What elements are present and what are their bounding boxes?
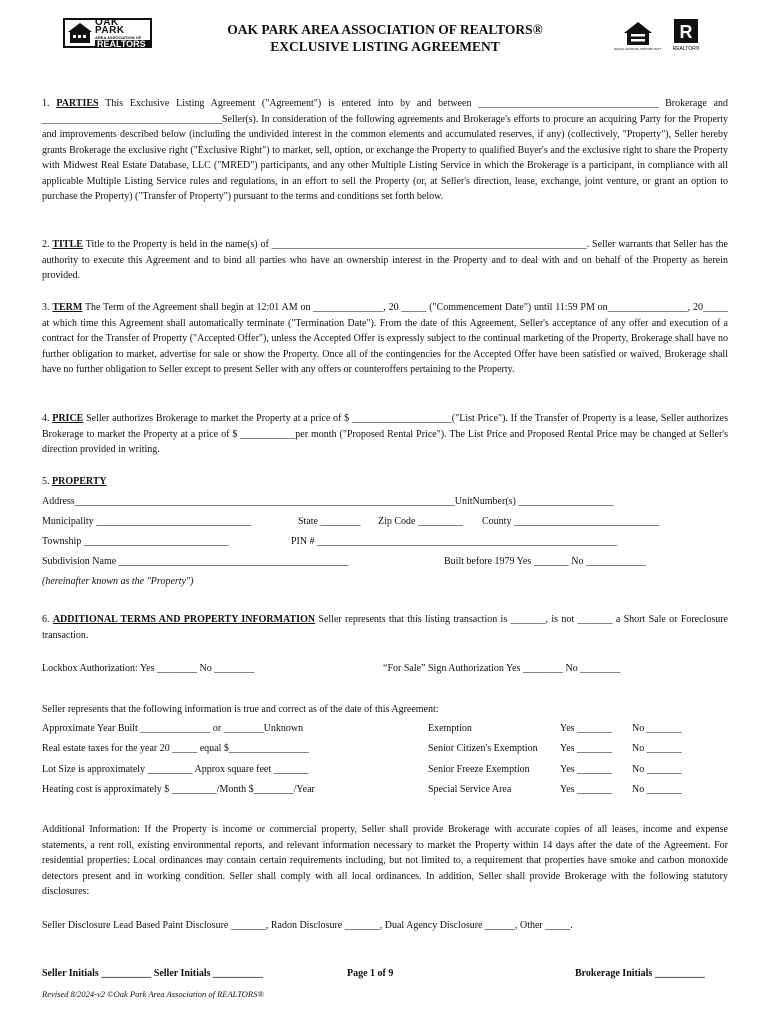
year-built-field[interactable]: Approximate Year Built ______________ or ________Unknown [42, 723, 304, 734]
senior-freeze-exemption-label: Senior Freeze Exemption [428, 764, 530, 775]
exemption-no[interactable]: No _______ [632, 723, 682, 734]
additional-terms-heading: ADDITIONAL TERMS AND PROPERTY INFORMATION [52, 614, 316, 625]
zip-field[interactable]: Zip Code _________ [378, 516, 463, 527]
real-estate-taxes-field[interactable]: Real estate taxes for the year 20 _____ equal $________________ [42, 743, 309, 754]
for-sale-sign-authorization[interactable]: “For Sale” Sign Authorization Yes ________ No ________ [383, 663, 621, 674]
term-heading: TERM [52, 302, 83, 313]
state-field[interactable]: State ________ [298, 516, 361, 527]
parties-text: This Exclusive Listing Agreement ("Agreement") is entered into by and between ____________________________________ Brokerage and ____________________________________Seller(s). In consideration of the following agreements and Brokerage's efforts to procure an acquiring Party for the Property and improvements described below (including the undivided interest in the common elements and accumulated reserves, if any) (collectively, "Property"), Seller hereby grants Brokerage the exclusive right ("Exclusive Right") to market, sell, option, or exchange the Property to qualified Buyer's and the exclusive right to share the Property with Midwest Real Estate Database, LLC ("MRED") participants, and any other Multiple Listing Service in which the Brokerage is a participant, in compliance with all applicable Multiple Listing Service rules and regulations, in an effort to sell the Property (or, at Seller's direction, lease, exchange, joint venture, or grant an option to purchase the Property) ("Transfer of Property") pursuant to the terms and conditions set forth below. [42, 98, 729, 202]
svg-text:R: R [679, 22, 693, 42]
subdivision-field[interactable]: Subdivision Name ______________________________________________ [42, 556, 349, 567]
senior-citizen-exemption-yes[interactable]: Yes _______ [560, 743, 613, 754]
logo-line3: REALTORS [95, 40, 150, 48]
revision-note: Revised 8/2024-v2 ©Oak Park Area Association of REALTORS® [42, 989, 264, 999]
special-service-area-yes[interactable]: Yes _______ [560, 784, 613, 795]
price-text: Seller authorizes Brokerage to market the Property at a price of $ ____________________("List Price"). If the Transfer of Property is a lease, Seller authorizes Brokerage to market the Property at a price of $ ___________per month ("Proposed Rental Price"). The List Price and Proposed Rental Price may be changed at Seller's direction provided in writing. [42, 413, 729, 455]
equal-housing-icon [614, 19, 662, 53]
title-heading: TITLE [52, 239, 83, 250]
lockbox-authorization[interactable]: Lockbox Authorization: Yes ________ No ________ [42, 663, 255, 674]
senior-freeze-exemption-no[interactable]: No _______ [632, 764, 682, 775]
special-service-area-label: Special Service Area [428, 784, 512, 795]
address-field[interactable]: Address____________________________________________________________________________UnitNumber(s) ___________________ [42, 496, 614, 507]
lot-size-field[interactable]: Lot Size is approximately _________ Approx square feet _______ [42, 764, 309, 775]
short-sale-text: Seller represents that this listing transaction is _______, is not _______ a Short Sale or Foreclosure transaction. [42, 614, 728, 641]
section-price: 4. PRICE Seller authorizes Brokerage to market the Property at a price of $ ____________________("List Price"). If the Transfer of Property is a lease, Seller authorizes Brokerage to market the Property at a price of $ ___________per month ("Proposed Rental Price"). The List Price and Proposed Rental Price may be changed at Seller's direction provided in writing. [42, 413, 729, 455]
realtor-caption: REALTOR® [672, 46, 700, 52]
logo-line2: AREA ASSOCIATION OF [95, 34, 142, 40]
parties-heading: PARTIES [56, 98, 99, 109]
seller-disclosures-line[interactable]: Seller Disclosure Lead Based Paint Disclosure _______, Radon Disclosure _______, Dual Agency Disclosure ______, Other _____. [42, 920, 573, 931]
title-line1: OAK PARK AREA ASSOCIATION OF REALTORS® [227, 22, 543, 37]
section-additional-terms: 6. ADDITIONAL TERMS AND PROPERTY INFORMATION Seller represents that this listing transaction is _______, is not _______ a Short Sale or Foreclosure transaction. [42, 614, 728, 641]
section-parties: 1. PARTIES This Exclusive Listing Agreement ("Agreement") is entered into by and between ____________________________________ Brokerage and ____________________________________Seller(s). In consideration of the following agreements and Brokerage's efforts to procure an acquiring Party for the Property and improvements described below (including the undivided interest in the common elements and accumulated reserves, if any) (collectively, "Property"), Seller hereby grants Brokerage the exclusive right ("Exclusive Right") to market, sell, option, or exchange the Property to qualified Buyer's and the exclusive right to share the Property with Midwest Real Estate Database, LLC ("MRED") participants, and any other Multiple Listing Service in which the Brokerage is a participant, in compliance with all applicable Multiple Listing Service rules and regulations, in an effort to sell the Property (or, at Seller's direction, lease, exchange, joint venture, or grant an option to purchase the Property) ("Transfer of Property") pursuant to the terms and conditions set forth below. [42, 98, 729, 202]
pin-field[interactable]: PIN # ____________________________________________________________ [291, 536, 618, 547]
built-before-1979-field[interactable]: Built before 1979 Yes _______ No ____________ [444, 556, 646, 567]
realtor-icon [672, 18, 700, 52]
property-heading: 5. PROPERTY [42, 476, 107, 487]
title-text: Title to the Property is held in the name(s) of _______________________________________________________________. Seller warrants that Seller has the authority to execute this Agreement and to bind all parties who have an ownership interest in the Property and to deal with and on behalf of the Property as herein provided. [42, 239, 728, 281]
seller-represents-text: Seller represents that the following information is true and correct as of the date of this Agreement: [42, 704, 439, 715]
senior-citizen-exemption-label: Senior Citizen's Exemption [428, 743, 538, 754]
exemption-yes[interactable]: Yes _______ [560, 723, 613, 734]
eho-caption: EQUAL HOUSING OPPORTUNITY [614, 47, 662, 51]
senior-citizen-exemption-no[interactable]: No _______ [632, 743, 682, 754]
special-service-area-no[interactable]: No _______ [632, 784, 682, 795]
section-term: 3. TERM The Term of the Agreement shall begin at 12:01 AM on ______________, 20 _____ ("Commencement Date") until 11:59 PM on________________, 20_____ at which time this Agreement shall automatically terminate ("Termination Date"). From the date of this Agreement, Seller's acceptance of any offer and execution of a contract for the Transfer of Property ("Accepted Offer"), unless the Accepted Offer is expressly subject to the continual marketing of the Property, Brokerage shall have no further obligation to market, advertise for sale or show the Property. Once all of the contingencies for the Accepted Offer have been satisfied or waived, Brokerage shall have no further obligation to Seller except to present Seller with any offers or counteroffers pertaining to the Property. [42, 302, 728, 375]
property-note: (hereinafter known as the "Property") [42, 576, 194, 587]
title-line2: EXCLUSIVE LISTING AGREEMENT [270, 39, 500, 54]
additional-information-text: Additional Information: If the Property is income or commercial property, Seller shall provide Brokerage with accurate copies of all leases, income and expense statements, a rent roll, existing environmental reports, and relevant information necessary to market the Property within 14 days after the date of the Agreement. For residential properties: Local ordinances may contain certain requirements including, but not limited to, a requirement that properties have smoke and carbon monoxide detectors present and in working condition. Seller shall comply with all local ordinances. In addition, Seller shall provide Brokerage with the following statutory disclosures: [42, 824, 728, 897]
senior-freeze-exemption-yes[interactable]: Yes _______ [560, 764, 613, 775]
page-number: Page 1 of 9 [347, 968, 394, 979]
logo-line1: OAK PARK [95, 16, 125, 36]
seller-initials[interactable]: Seller Initials __________ Seller Initials __________ [42, 968, 264, 979]
price-heading: PRICE [52, 413, 84, 424]
term-text: The Term of the Agreement shall begin at 12:01 AM on ______________, 20 _____ ("Commencement Date") until 11:59 PM on________________, 20_____ at which time this Agreement shall automatically terminate ("Termination Date"). From the date of this Agreement, Seller's acceptance of any offer and execution of a contract for the Transfer of Property ("Accepted Offer"), unless the Accepted Offer is expressly subject to the continual marketing of the Property, Brokerage shall have no further obligation to market, advertise for sale or show the Property. Once all of the contingencies for the Accepted Offer have been satisfied or waived, Brokerage shall have no further obligation to Seller except to present Seller with any offers or counteroffers pertaining to the Property. [42, 302, 728, 375]
section-title: 2. TITLE Title to the Property is held in the name(s) of _______________________________________________________________. Seller warrants that Seller has the authority to execute this Agreement and to bind all parties who have an ownership interest in the Property and to deal with and on behalf of the Property as herein provided. [42, 239, 728, 281]
exemption-label: Exemption [428, 723, 472, 734]
county-field[interactable]: County _____________________________ [482, 516, 659, 527]
heating-cost-field[interactable]: Heating cost is approximately $ _________/Month $________/Year [42, 784, 315, 795]
municipality-field[interactable]: Municipality _______________________________ [42, 516, 252, 527]
brokerage-initials[interactable]: Brokerage Initials __________ [575, 968, 705, 979]
township-field[interactable]: Township _____________________________ [42, 536, 229, 547]
